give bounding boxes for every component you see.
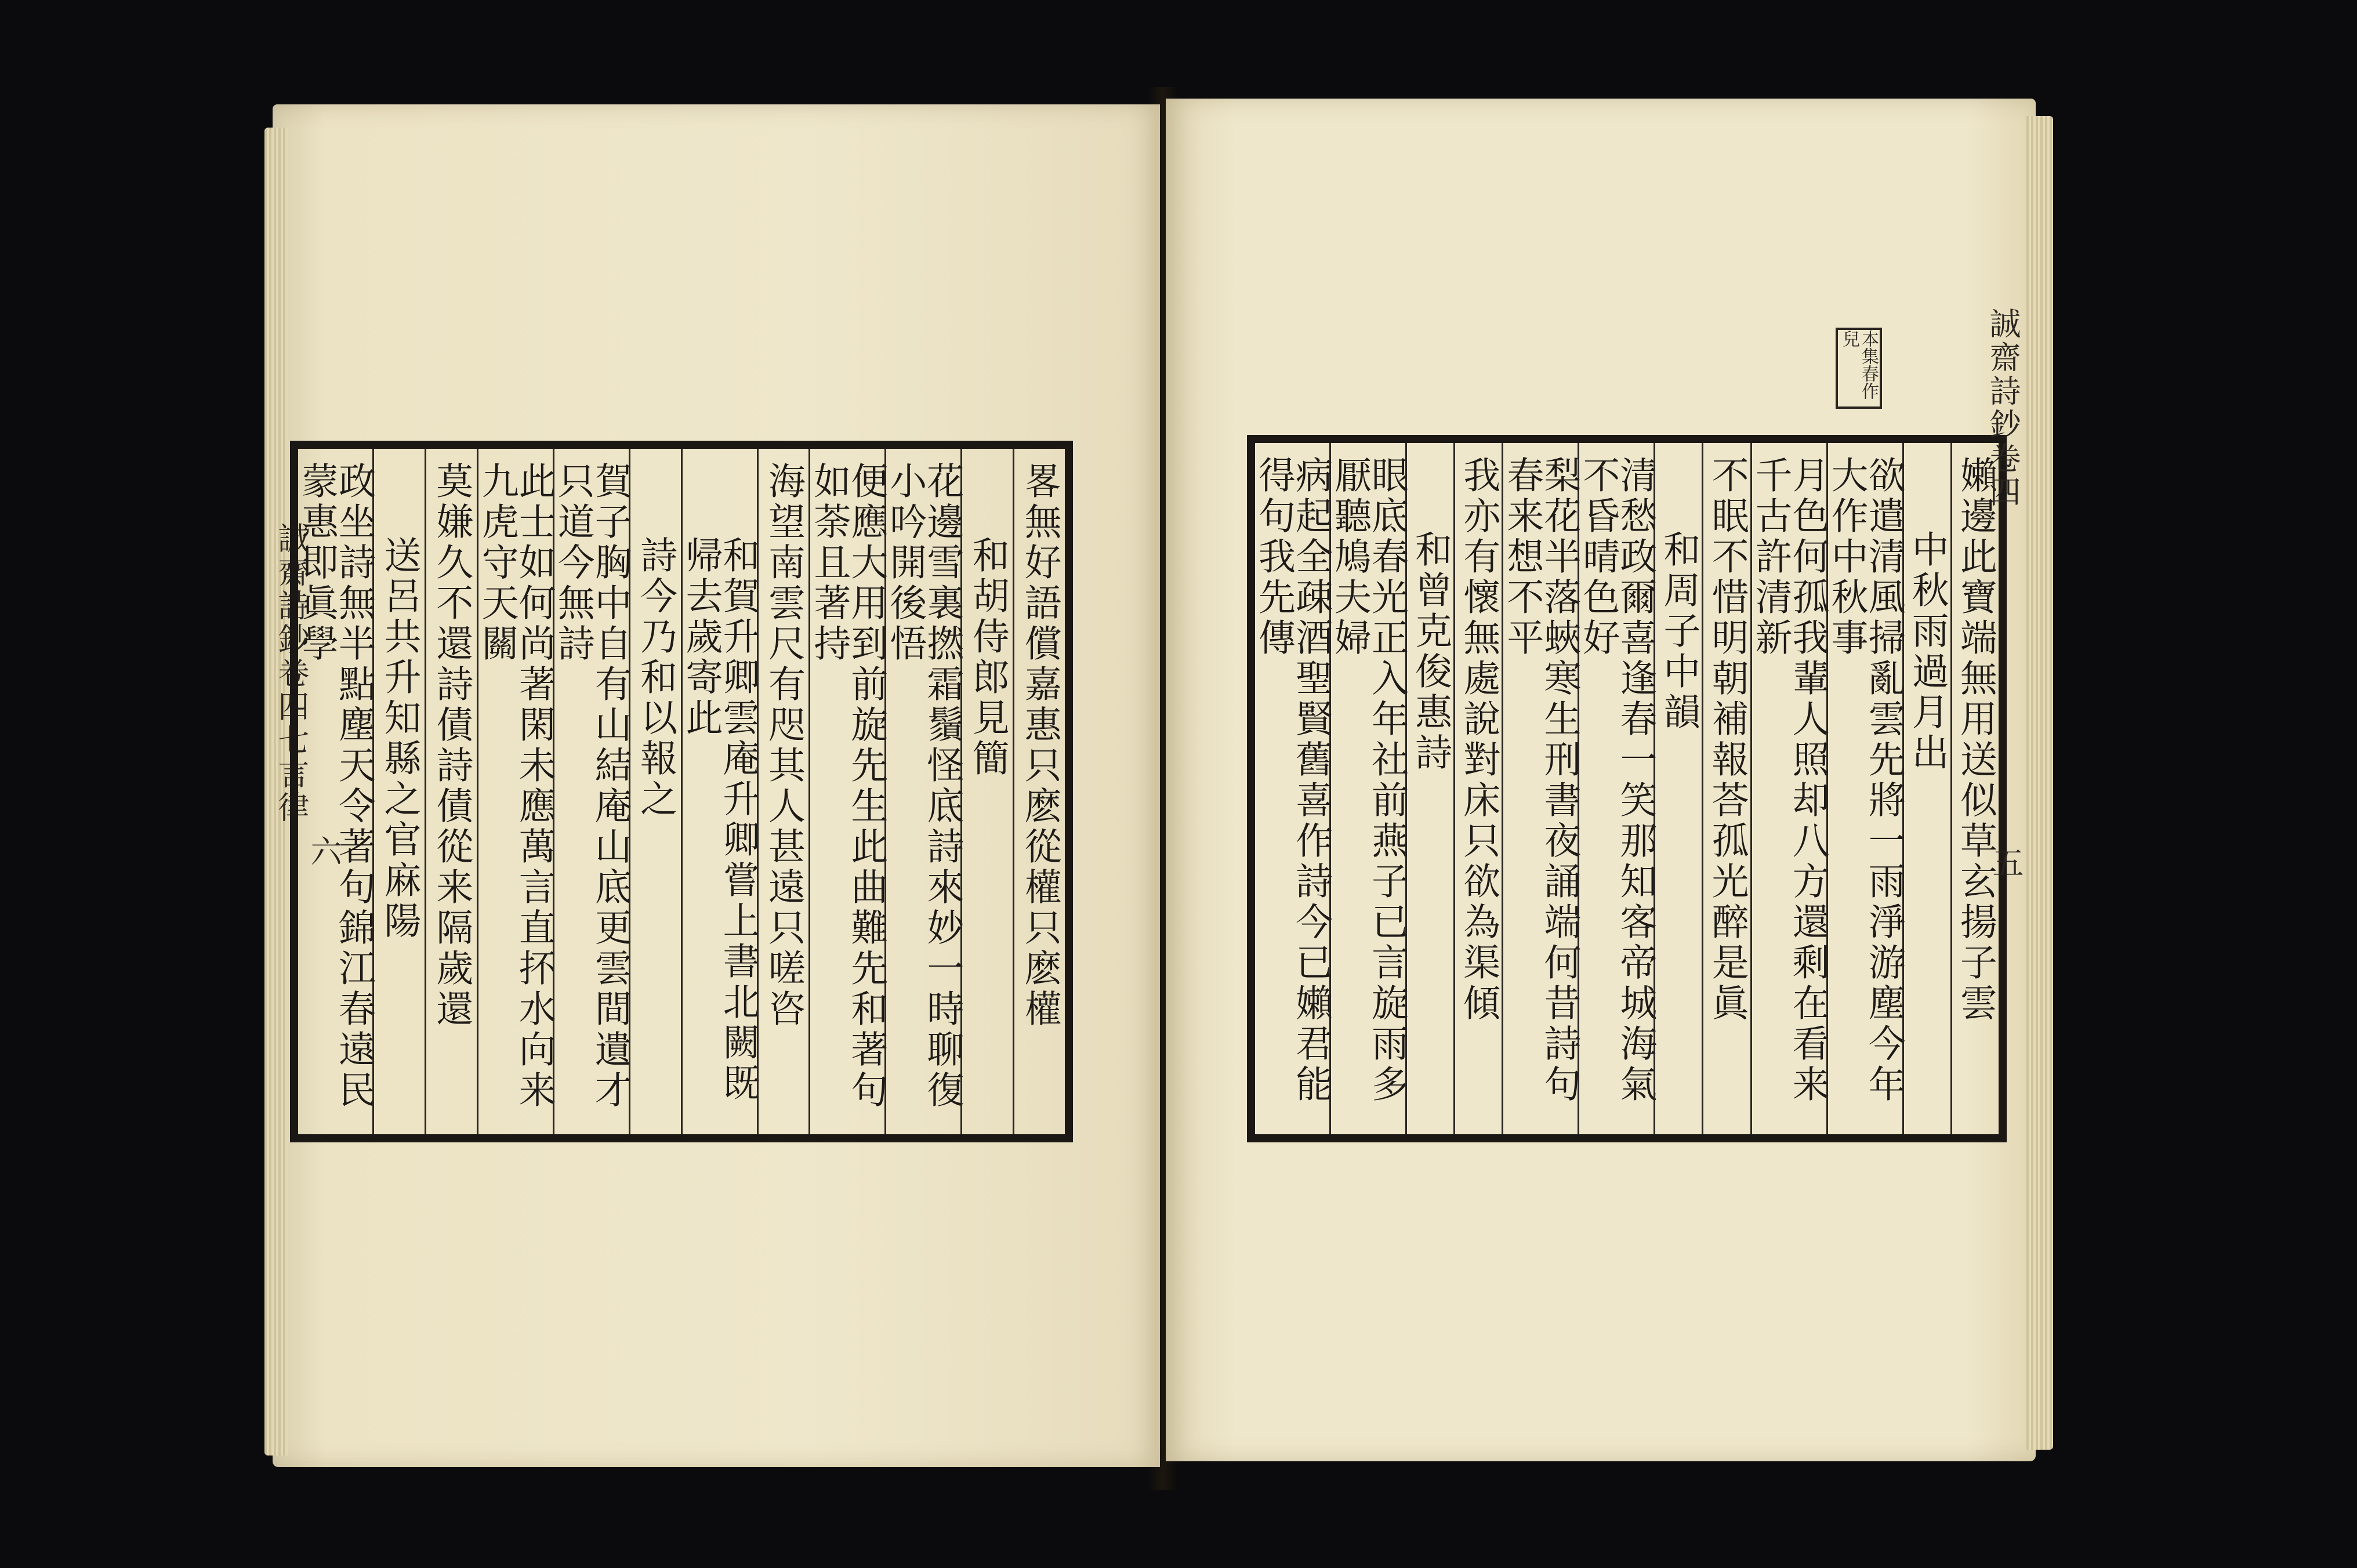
text-column: 梨花半落蛺寒生刑書夜誦端何昔詩句春来想不平 <box>1502 443 1578 1134</box>
text-column: 欲遣清風掃亂雲先將一雨淨游塵今年大作中秋事 <box>1826 443 1902 1134</box>
left-banxin-title: 誠齋詩鈔卷四七言律 <box>273 522 310 825</box>
left-page-number: 六 <box>306 835 342 866</box>
poem-title: 詩今乃和以報之 <box>629 449 681 1134</box>
right-text-frame <box>1247 435 2007 1142</box>
left-text-columns <box>295 449 1065 1134</box>
text-column: 不眠不惜明朝補報荅孤光醉是眞 <box>1702 443 1750 1134</box>
text-column: 我亦有懷無處說對床只欲為渠傾 <box>1453 443 1502 1134</box>
right-page-edge <box>2026 116 2053 1450</box>
text-column: 莫嫌久不還詩債詩債從来隔歲還 <box>425 449 477 1134</box>
poem-title: 和胡侍郎見簡 <box>960 449 1013 1134</box>
text-column: 海望南雲尺有咫其人甚遠只嗟咨 <box>757 449 809 1134</box>
open-book <box>273 87 2053 1490</box>
poem-title: 送呂共升知縣之官麻陽 <box>372 449 425 1134</box>
text-column: 畧無好語償嘉惠只麽從權只麽權 <box>1013 449 1065 1134</box>
text-column: 此士如何尚著閑未應萬言直抔水向来九虎守天關 <box>477 449 553 1134</box>
right-text-columns <box>1252 443 1999 1134</box>
poem-title: 中秋雨過月出 <box>1902 443 1950 1134</box>
poem-title: 和曾克俊惠詩 <box>1405 443 1453 1134</box>
left-page <box>273 104 1160 1467</box>
text-column: 賀子胸中自有山結庵山底更雲間遺才只道今無詩 <box>553 449 629 1134</box>
text-column: 便應大用到前旋先生此曲難先和著句如荼且著持 <box>808 449 884 1134</box>
text-column: 花邊雪裏撚霜鬚怪底詩來妙一時聊復小吟開後悟 <box>884 449 960 1134</box>
left-text-frame <box>290 441 1073 1142</box>
text-column: 眼底春光正入年社前燕子已言旋雨多厭聽鳩夫婦 <box>1329 443 1405 1134</box>
text-column: 政坐詩無半點塵天令著句錦江春遠民蒙惠即眞學 <box>295 462 376 1111</box>
text-column: 月色何孤我輩人照却八方還剩在看来千古許清新 <box>1750 443 1826 1134</box>
right-page-number: 五 <box>1988 847 2024 878</box>
poem-title: 和賀升卿雲庵升卿嘗上書北闕既帰去歲寄此 <box>681 449 757 1134</box>
text-column: 嬾邊此寶端無用送似草玄揚子雲 <box>1950 443 1999 1134</box>
poem-title: 和周子中韻 <box>1653 443 1702 1134</box>
text-column: 病起全疎酒聖賢舊喜作詩今已嬾君能得句我先傳 <box>1252 456 1332 1105</box>
right-banxin-title: 誠齋詩鈔卷四 <box>1985 307 2021 509</box>
annotation-stamp: 本集春作兒 <box>1836 328 1882 409</box>
text-column: 清愁政爾喜逢春一笑那知客帝城海氣不昏晴色好 <box>1578 443 1653 1134</box>
